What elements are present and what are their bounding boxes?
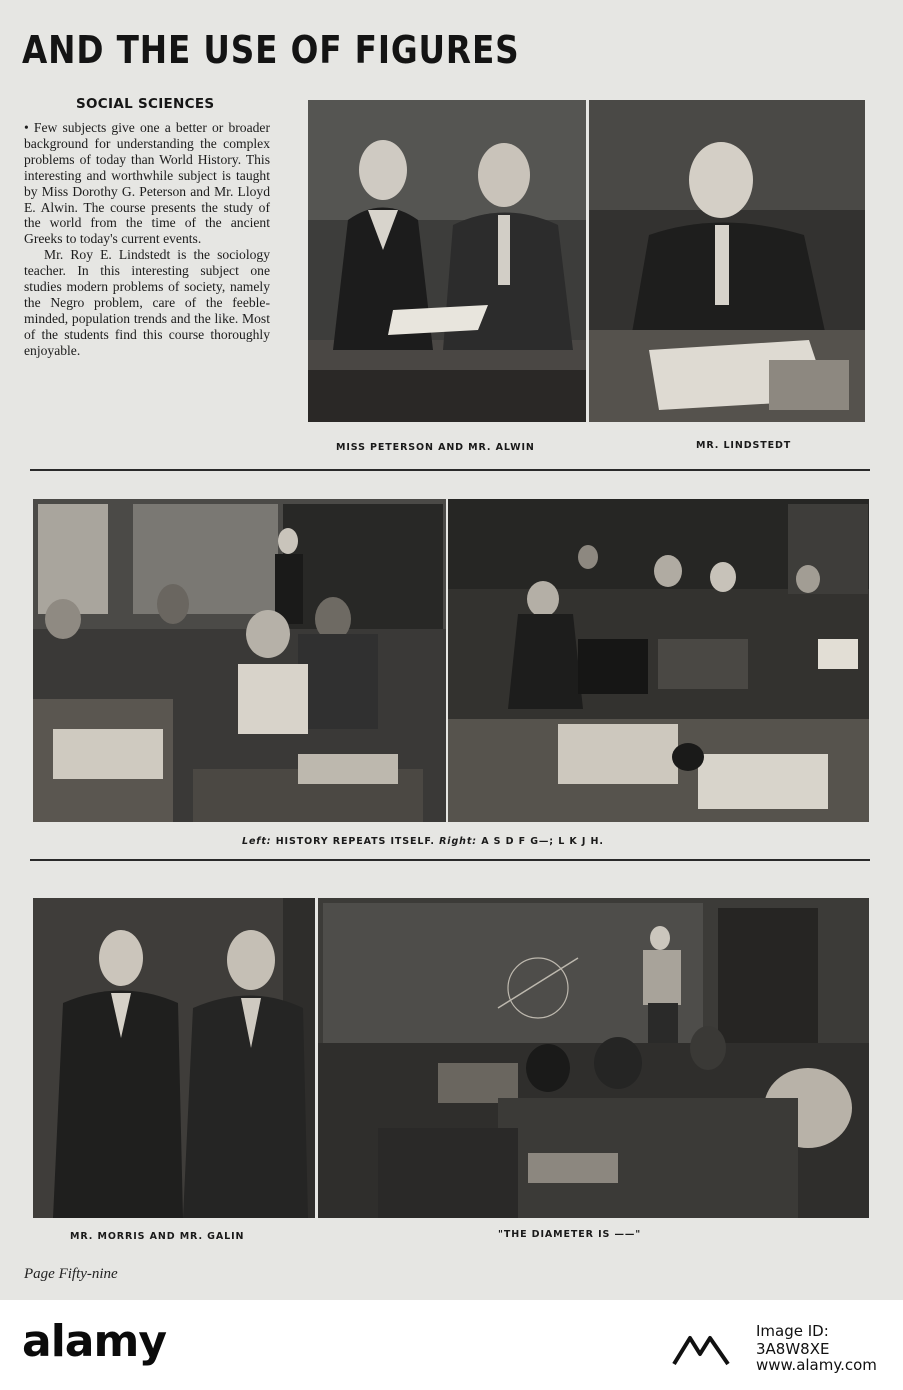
photo-history-classroom <box>33 499 446 822</box>
page-title: AND THE USE OF FIGURES <box>22 28 520 72</box>
photo-peterson-alwin <box>308 100 586 422</box>
article-paragraph-2: Mr. Roy E. Lindstedt is the sociology teacher. In this interesting subject one studies modern problems of society, namely the Negro problem, care of the feeble-minded, population trends and the like. Most of the students find this course thoroughly enjoyable. <box>24 247 270 358</box>
photo-lindstedt <box>589 100 865 422</box>
page-number: Page Fifty-nine <box>24 1266 118 1282</box>
photo-morris-galin <box>33 898 315 1218</box>
article-body <box>24 120 270 359</box>
divider-2 <box>30 859 870 861</box>
article-paragraph-1: • Few subjects give one a better or broader background for understanding the complex problems of today than World History. This interesting and worthwhile subject is taught by Miss Dorothy G. Peterson and Mr. Lloyd E. Alwin. The course presents the study of the world from the time of the ancient Greeks to today's current events. <box>24 120 270 247</box>
alamy-url: www.alamy.com <box>756 1356 877 1374</box>
caption-lindstedt: MR. LINDSTEDT <box>696 440 792 451</box>
caption-diameter: "THE DIAMETER IS ——" <box>498 1229 642 1240</box>
caption-morris-galin: MR. MORRIS AND MR. GALIN <box>70 1231 245 1242</box>
caption-left-label: Left: <box>242 836 272 847</box>
photo-typing-class <box>448 499 869 822</box>
caption-classrooms <box>242 836 604 847</box>
divider-1 <box>30 469 870 471</box>
alamy-mark-icon <box>670 1330 732 1370</box>
section-heading: SOCIAL SCIENCES <box>76 96 215 112</box>
photo-diameter-class <box>318 898 869 1218</box>
caption-peterson-alwin: MISS PETERSON AND MR. ALWIN <box>336 442 535 453</box>
caption-history: HISTORY REPEATS ITSELF. <box>275 836 435 847</box>
alamy-logo: alamy <box>22 1316 166 1367</box>
caption-right-label: Right: <box>439 836 477 847</box>
image-id: Image ID: 3A8W8XE <box>756 1322 830 1358</box>
caption-typing: A S D F G—; L K J H. <box>481 836 604 847</box>
